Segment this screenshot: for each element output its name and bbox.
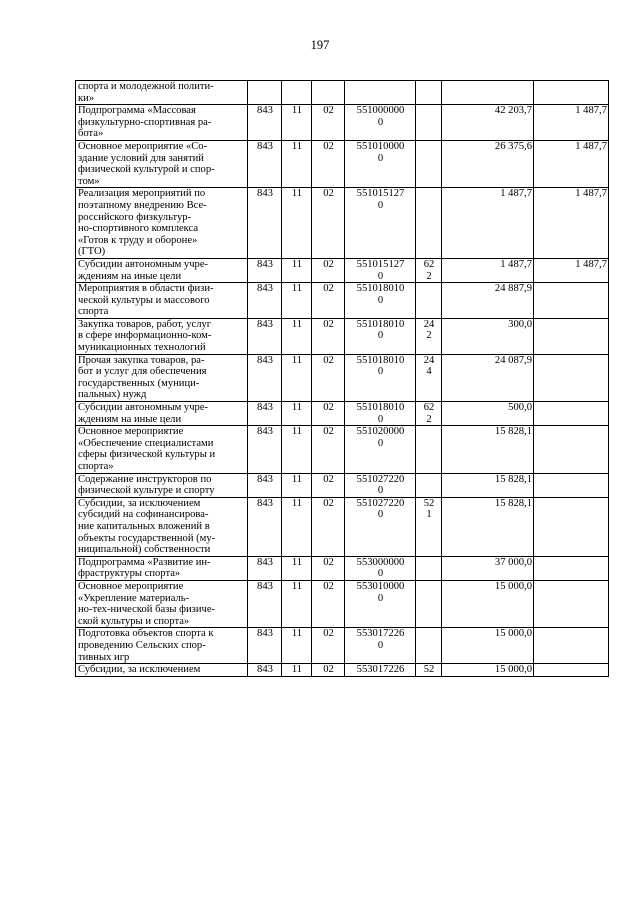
cell-amount-federal: 1 487,7: [534, 258, 609, 282]
cell-amount-federal: [534, 402, 609, 426]
table-row: [76, 497, 609, 556]
cell-ved: 843: [248, 556, 282, 580]
cell-name: Основное мероприятие «Укрепление материаль- но-тех-нической базы физиче- ской культуры и спорта»: [76, 580, 248, 627]
cell-section: 11: [282, 105, 312, 141]
cell-expense-type: 62 2: [416, 258, 442, 282]
cell-amount-federal: [534, 318, 609, 354]
cell-expense-type: [416, 283, 442, 319]
cell-amount-federal: 1 487,7: [534, 140, 609, 187]
cell-section: 11: [282, 473, 312, 497]
cell-amount-total: 15 828,1: [442, 426, 534, 473]
cell-name: спорта и молодежной полити- ки»: [76, 81, 248, 105]
cell-expense-type: 52: [416, 664, 442, 677]
cell-name: Мероприятия в области физи- ческой культуры и массового спорта: [76, 283, 248, 319]
cell-expense-type: [416, 188, 442, 259]
cell-ved: 843: [248, 473, 282, 497]
cell-section: 11: [282, 188, 312, 259]
cell-subsection: 02: [312, 188, 345, 259]
cell-target-article: [345, 81, 416, 105]
cell-target-article: 551000000 0: [345, 105, 416, 141]
cell-ved: 843: [248, 354, 282, 401]
cell-name: Субсидии, за исключением: [76, 664, 248, 677]
cell-ved: 843: [248, 664, 282, 677]
cell-section: 11: [282, 628, 312, 664]
cell-section: 11: [282, 140, 312, 187]
cell-name: Подпрограмма «Развитие ин- фраструктуры спорта»: [76, 556, 248, 580]
cell-amount-total: 42 203,7: [442, 105, 534, 141]
cell-amount-total: 37 000,0: [442, 556, 534, 580]
cell-target-article: 553000000 0: [345, 556, 416, 580]
cell-subsection: 02: [312, 258, 345, 282]
cell-expense-type: [416, 105, 442, 141]
cell-name: Основное мероприятие «Со- здание условий для занятий физической культурой и спор- том»: [76, 140, 248, 187]
cell-section: 11: [282, 258, 312, 282]
table-row: [76, 473, 609, 497]
table-row: [76, 628, 609, 664]
cell-subsection: 02: [312, 473, 345, 497]
cell-ved: 843: [248, 628, 282, 664]
cell-section: 11: [282, 318, 312, 354]
cell-section: 11: [282, 497, 312, 556]
cell-subsection: 02: [312, 628, 345, 664]
cell-amount-federal: [534, 426, 609, 473]
cell-amount-total: 15 000,0: [442, 580, 534, 627]
cell-name: Прочая закупка товаров, ра- бот и услуг для обеспечения государственных (муници- пальных) нужд: [76, 354, 248, 401]
cell-expense-type: [416, 426, 442, 473]
page-number: 197: [310, 38, 330, 52]
cell-ved: 843: [248, 426, 282, 473]
cell-amount-federal: [534, 354, 609, 401]
cell-ved: 843: [248, 258, 282, 282]
cell-expense-type: 24 4: [416, 354, 442, 401]
cell-amount-federal: [534, 283, 609, 319]
cell-expense-type: 62 2: [416, 402, 442, 426]
cell-amount-total: 15 828,1: [442, 473, 534, 497]
cell-amount-total: 24 887,9: [442, 283, 534, 319]
cell-name: Подготовка объектов спорта к проведению Сельских спор- тивных игр: [76, 628, 248, 664]
table-row: [76, 318, 609, 354]
cell-amount-total: 15 000,0: [442, 628, 534, 664]
table-row: [76, 556, 609, 580]
cell-amount-total: 1 487,7: [442, 258, 534, 282]
cell-target-article: 551010000 0: [345, 140, 416, 187]
cell-section: 11: [282, 426, 312, 473]
table-row: [76, 354, 609, 401]
cell-section: 11: [282, 664, 312, 677]
cell-section: 11: [282, 283, 312, 319]
cell-subsection: 02: [312, 354, 345, 401]
cell-subsection: 02: [312, 664, 345, 677]
cell-expense-type: [416, 628, 442, 664]
table-row: [76, 283, 609, 319]
cell-target-article: 551015127 0: [345, 188, 416, 259]
cell-ved: 843: [248, 188, 282, 259]
cell-target-article: 553017226 0: [345, 628, 416, 664]
cell-amount-federal: [534, 580, 609, 627]
cell-subsection: 02: [312, 426, 345, 473]
cell-subsection: 02: [312, 283, 345, 319]
cell-subsection: 02: [312, 556, 345, 580]
table-row: [76, 188, 609, 259]
cell-amount-federal: 1 487,7: [534, 105, 609, 141]
cell-amount-total: 500,0: [442, 402, 534, 426]
table-row: [76, 664, 609, 677]
cell-subsection: 02: [312, 497, 345, 556]
cell-expense-type: 52 1: [416, 497, 442, 556]
table-row: [76, 81, 609, 105]
cell-expense-type: [416, 81, 442, 105]
cell-target-article: 553010000 0: [345, 580, 416, 627]
cell-subsection: 02: [312, 402, 345, 426]
cell-ved: 843: [248, 580, 282, 627]
cell-target-article: 551027220 0: [345, 497, 416, 556]
cell-amount-total: 15 828,1: [442, 497, 534, 556]
cell-expense-type: 24 2: [416, 318, 442, 354]
cell-amount-federal: [534, 664, 609, 677]
cell-ved: [248, 81, 282, 105]
cell-name: Закупка товаров, работ, услуг в сфере информационно-ком- муникационных технологий: [76, 318, 248, 354]
cell-subsection: 02: [312, 140, 345, 187]
cell-amount-federal: [534, 81, 609, 105]
cell-expense-type: [416, 580, 442, 627]
cell-amount-total: [442, 81, 534, 105]
cell-section: 11: [282, 580, 312, 627]
cell-amount-total: 15 000,0: [442, 664, 534, 677]
cell-ved: 843: [248, 283, 282, 319]
cell-target-article: 551020000 0: [345, 426, 416, 473]
cell-name: Субсидии, за исключением субсидий на софинансирова- ние капитальных вложений в объекты государственной (му- ниципальной) собственности: [76, 497, 248, 556]
table-row: [76, 580, 609, 627]
cell-target-article: 553017226: [345, 664, 416, 677]
cell-amount-total: 26 375,6: [442, 140, 534, 187]
cell-expense-type: [416, 473, 442, 497]
cell-name: Субсидии автономным учре- ждениям на иные цели: [76, 402, 248, 426]
budget-table: [75, 80, 609, 677]
table-body: [76, 81, 609, 677]
cell-section: [282, 81, 312, 105]
cell-target-article: 551015127 0: [345, 258, 416, 282]
cell-amount-federal: [534, 628, 609, 664]
cell-target-article: 551018010 0: [345, 283, 416, 319]
cell-amount-federal: [534, 556, 609, 580]
table-row: [76, 258, 609, 282]
cell-subsection: 02: [312, 580, 345, 627]
cell-name: Содержание инструкторов по физической культуре и спорту: [76, 473, 248, 497]
cell-name: Подпрограмма «Массовая физкультурно-спортивная ра- бота»: [76, 105, 248, 141]
cell-expense-type: [416, 556, 442, 580]
cell-ved: 843: [248, 140, 282, 187]
cell-ved: 843: [248, 318, 282, 354]
cell-name: Реализация мероприятий по поэтапному внедрению Все- российского физкультур- но-спортивного комплекса «Готов к труду и обороне» (ГТО): [76, 188, 248, 259]
cell-subsection: 02: [312, 105, 345, 141]
cell-name: Субсидии автономным учре- ждениям на иные цели: [76, 258, 248, 282]
table-row: [76, 105, 609, 141]
cell-section: 11: [282, 402, 312, 426]
table-row: [76, 402, 609, 426]
cell-ved: 843: [248, 402, 282, 426]
cell-target-article: 551027220 0: [345, 473, 416, 497]
table-row: [76, 140, 609, 187]
cell-ved: 843: [248, 105, 282, 141]
cell-amount-total: 300,0: [442, 318, 534, 354]
cell-section: 11: [282, 556, 312, 580]
table-row: [76, 426, 609, 473]
cell-amount-total: 24 087,9: [442, 354, 534, 401]
cell-expense-type: [416, 140, 442, 187]
cell-subsection: 02: [312, 318, 345, 354]
cell-target-article: 551018010 0: [345, 402, 416, 426]
cell-section: 11: [282, 354, 312, 401]
cell-name: Основное мероприятие «Обеспечение специалистами сферы физической культуры и спорта»: [76, 426, 248, 473]
cell-amount-total: 1 487,7: [442, 188, 534, 259]
cell-target-article: 551018010 0: [345, 318, 416, 354]
cell-amount-federal: 1 487,7: [534, 188, 609, 259]
cell-subsection: [312, 81, 345, 105]
cell-amount-federal: [534, 473, 609, 497]
cell-target-article: 551018010 0: [345, 354, 416, 401]
cell-amount-federal: [534, 497, 609, 556]
cell-ved: 843: [248, 497, 282, 556]
